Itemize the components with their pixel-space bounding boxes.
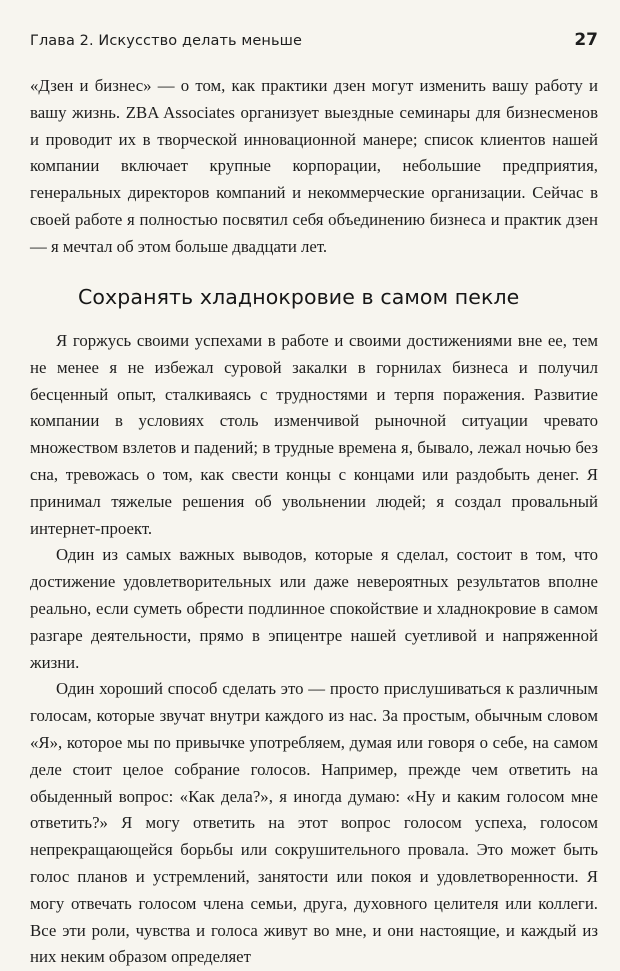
intro-paragraph: «Дзен и бизнес» — о том, как практики дзен могут изменить вашу работу и вашу жизнь. ZBA Associates организует выездные семинары для бизнесменов и проводит их в творческой инновационной манере; список клиентов нашей компании включает крупные корпорации, небольшие предприятия, генеральных директоров компаний и некоммерческие организации. Сейчас в своей работе я полностью посвятил себя объединению бизнеса и практик дзен — я мечтал об этом больше двадцати лет. (30, 76, 598, 256)
intro-text-block (30, 73, 598, 261)
section-heading: Сохранять хладнокровие в самом пекле (78, 285, 520, 309)
running-header (30, 30, 598, 50)
section-paragraph-1: Я горжусь своими успехами в работе и своими достижениями вне ее, тем не менее я не избежал суровой закалки в горнилах бизнеса и получил бесценный опыт, сталкиваясь с трудностями и терпя поражения. Развитие компании в условиях столь изменчивой рыночной ситуации чревато множеством взлетов и падений; в трудные времена я, бывало, лежал ночью без сна, тревожась о том, как свести концы с концами или раздобыть денег. Я принимал тяжелые решения об увольнении людей; я создал провальный интернет-проект. (30, 331, 598, 538)
section-paragraph-2: Один из самых важных выводов, которые я сделал, состоит в том, что достижение удовлетворительных или даже невероятных результатов вполне реально, если суметь обрести подлинное спокойствие и хладнокровие в самом разгаре деятельности, прямо в эпицентре нашей суетливой и напряженной жизни. (30, 545, 598, 672)
section-paragraph-3: Один хороший способ сделать это — просто прислушиваться к различным голосам, которые звучат внутри каждого из нас. За простым, обычным словом «Я», которое мы по привычке употребляем, думая или говоря о себе, на самом деле стоит целое собрание голосов. Например, прежде чем ответить на обыденный вопрос: «Как дела?», я иногда думаю: «Ну и каким голосом мне ответить?» Я могу ответить на этот вопрос голосом успеха, голосом непрекращающейся борьбы или сокрушительного провала. Это может быть голос планов и устремлений, занятости или покоя и удовлетворенности. Я могу отвечать голосом члена семьи, друга, духовного целителя или коллеги. Все эти роли, чувства и голоса живут во мне, и они настоящие, и каждый из них неким образом определяет (30, 679, 598, 967)
chapter-title: Глава 2. Искусство делать меньше (30, 33, 303, 49)
page-number: 27 (574, 30, 598, 50)
section-body (30, 328, 598, 971)
